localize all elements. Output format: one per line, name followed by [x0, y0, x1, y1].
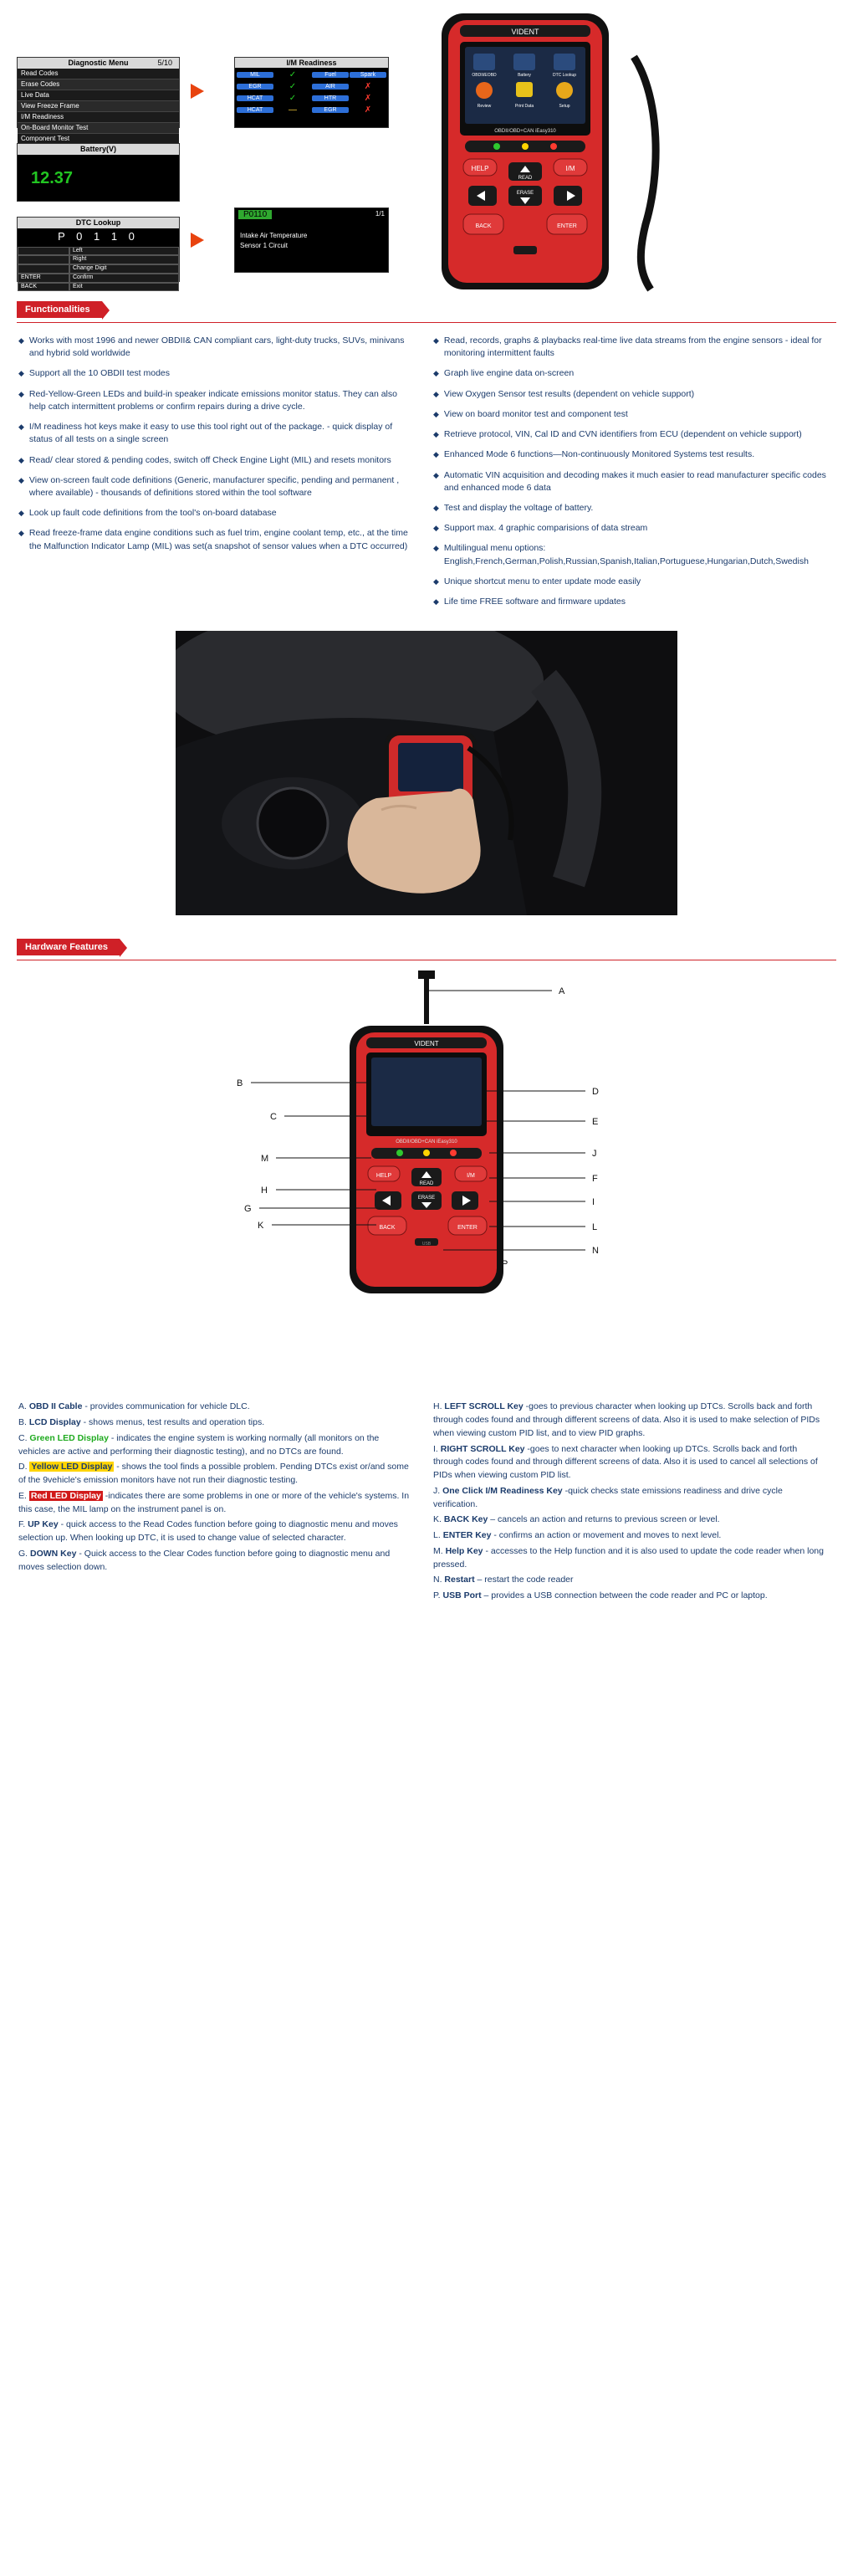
legend-item	[18, 1518, 411, 1545]
legend-term: ENTER Key	[442, 1530, 492, 1541]
bullet-icon: ◆	[433, 524, 439, 533]
menu-item: Live Data	[18, 90, 179, 101]
legend-desc: – cancels an action and returns to previous screen or level.	[490, 1514, 720, 1525]
battery-value: 12.37	[31, 169, 74, 188]
legend-key: P.	[433, 1590, 441, 1601]
feature-text: Read/ clear stored & pending codes, switch off Check Engine Light (MIL) and resets monitors	[28, 454, 391, 465]
legend-item	[18, 1548, 411, 1575]
diagnostic-menu-screen	[17, 57, 180, 143]
diagnostic-menu-title	[18, 58, 179, 69]
im-cell-label: HCAT	[237, 95, 273, 101]
legend-term-green: Green LED Display	[29, 1432, 109, 1443]
functionalities-right-column	[433, 335, 826, 616]
im-readiness-screen	[234, 57, 389, 128]
bullet-icon: ◆	[433, 544, 439, 553]
pid-code: P0110	[238, 210, 272, 219]
im-status-ok-icon: ✓	[289, 82, 297, 91]
legend-item	[433, 1545, 826, 1572]
svg-text:I: I	[592, 1197, 595, 1208]
legend-term: Restart	[444, 1575, 475, 1585]
svg-text:D: D	[592, 1087, 599, 1098]
svg-text:P: P	[502, 1259, 508, 1270]
battery-title: Battery(V)	[18, 144, 179, 155]
feature-text: View on board monitor test and component test	[443, 408, 628, 419]
svg-text:C: C	[270, 1112, 277, 1123]
scanner-device-photo	[410, 7, 669, 295]
legend-key: M.	[433, 1545, 443, 1556]
feature-item	[18, 335, 411, 360]
pid-line: Sensor 1 Circuit	[240, 242, 288, 249]
dtc-key	[18, 247, 69, 256]
dtc-key: BACK	[18, 283, 69, 292]
pid-page-indicator: 1/1	[375, 210, 385, 218]
svg-text:G: G	[244, 1204, 252, 1215]
im-status-fail-icon: ✗	[364, 82, 372, 91]
svg-text:Review: Review	[477, 104, 492, 109]
svg-text:ENTER: ENTER	[457, 1225, 478, 1232]
pid-line: Intake Air Temperature	[240, 232, 308, 239]
im-status-ok-icon: ✓	[289, 70, 297, 79]
legend-key: F.	[18, 1519, 26, 1530]
im-cell-label: EGR	[312, 107, 349, 113]
legend-term: OBD II Cable	[28, 1401, 83, 1412]
bullet-icon: ◆	[433, 503, 439, 512]
im-cell-label: AIR	[312, 84, 349, 90]
svg-text:Print Data: Print Data	[514, 104, 534, 109]
legend-desc: – provides a USB connection between the code reader and PC or laptop.	[483, 1590, 768, 1601]
legend-term: One Click I/M Readiness Key	[442, 1485, 563, 1496]
legend-key: I.	[433, 1443, 438, 1454]
im-cell-label: Fuel	[312, 72, 349, 78]
im-status-ok-icon: ✓	[289, 94, 297, 103]
functionalities-list	[0, 323, 853, 616]
legend-right-column	[433, 1401, 826, 1606]
legend-desc: – restart the code reader	[477, 1575, 574, 1585]
svg-text:B: B	[237, 1078, 243, 1089]
svg-text:Setup: Setup	[559, 104, 570, 109]
bullet-icon: ◆	[433, 597, 439, 607]
im-cell-label: HTR	[312, 95, 349, 101]
legend-term: LEFT SCROLL Key	[444, 1401, 524, 1412]
legend-desc: - quick access to the Read Codes function before going to diagnostic menu and moves selection up. When looking up DTC, it is used to change value of selected character.	[18, 1519, 398, 1544]
hardware-diagram	[0, 965, 853, 1392]
bullet-icon: ◆	[18, 423, 24, 432]
legend-key: J.	[433, 1485, 441, 1496]
feature-text: I/M readiness hot keys make it easy to use this tool right out of the package. - quick display of status of all tests on a single screen	[28, 422, 393, 445]
legend-item	[433, 1574, 826, 1587]
section-title: Functionalities	[17, 301, 102, 318]
legend-left-column	[18, 1401, 411, 1606]
svg-text:OBDII/EOBD: OBDII/EOBD	[472, 73, 497, 78]
feature-item	[433, 388, 826, 401]
feature-text: Red-Yellow-Green LEDs and build-in speaker indicate emissions monitor status. They can also help catch intermittent problems or confirm repairs during a drive cycle.	[28, 388, 397, 412]
feature-text: View on-screen fault code definitions (Generic, manufacturer specific, pending and permanent , where available) - thousands of definitions stored within the tool software	[28, 474, 400, 498]
dtc-key-help	[18, 247, 179, 292]
feature-item	[433, 502, 826, 515]
feature-text: View Oxygen Sensor test results (dependent on vehicle support)	[443, 388, 695, 399]
svg-text:I/M: I/M	[467, 1173, 475, 1180]
legend-term: LCD Display	[28, 1417, 81, 1428]
feature-text: Read, records, graphs & playbacks real-time live data streams from the engine sensors - ideal for monitoring intermittent faults	[443, 335, 822, 359]
dtc-key-desc: Right	[69, 255, 179, 264]
bullet-icon: ◆	[433, 450, 439, 459]
dtc-key	[18, 264, 69, 274]
legend-item	[18, 1461, 411, 1488]
legend-key: H.	[433, 1401, 442, 1412]
legend-term: BACK Key	[443, 1514, 488, 1525]
legend-key: B.	[18, 1417, 27, 1428]
feature-item	[433, 522, 826, 535]
dtc-lookup-title: DTC Lookup	[18, 218, 179, 228]
in-car-usage-photo	[176, 631, 677, 915]
legend-key: D.	[18, 1462, 28, 1472]
svg-text:HELP: HELP	[471, 165, 489, 172]
svg-text:K: K	[258, 1221, 264, 1232]
hardware-legend	[0, 1392, 853, 1631]
svg-text:VIDENT: VIDENT	[414, 1040, 439, 1048]
legend-term: UP Key	[28, 1519, 59, 1530]
feature-item	[18, 421, 411, 446]
functionalities-left-column	[18, 335, 411, 616]
feature-item	[18, 474, 411, 499]
dtc-key: ENTER	[18, 274, 69, 283]
feature-text: Graph live engine data on-screen	[443, 368, 575, 379]
feature-text: Unique shortcut menu to enter update mode easily	[443, 576, 641, 586]
bullet-icon: ◆	[18, 455, 24, 464]
feature-item	[18, 527, 411, 552]
feature-text: Support all the 10 OBDII test modes	[28, 368, 171, 379]
im-cell-label: EGR	[237, 84, 273, 90]
legend-desc: -quick checks state emissions readiness and drive cycle verification.	[433, 1485, 783, 1509]
diagnostic-menu-count: 5/10	[157, 59, 172, 67]
bullet-icon: ◆	[18, 389, 24, 398]
svg-text:Battery: Battery	[518, 73, 531, 78]
feature-item	[433, 596, 826, 608]
bullet-icon: ◆	[433, 470, 439, 479]
menu-item: I/M Readiness	[18, 112, 179, 123]
feature-text: Automatic VIN acquisition and decoding makes it much easier to read manufacturer specific codes and enhanced mode 6 data	[443, 469, 826, 493]
menu-item: On-Board Monitor Test	[18, 123, 179, 134]
feature-text: Enhanced Mode 6 functions—Non-continuously Monitored Systems test results.	[443, 449, 755, 460]
legend-item	[18, 1401, 411, 1414]
legend-desc: -goes to next character when looking up DTCs. Scrolls back and forth through codes found and through different screens of data. Also it is used to cancel all selections of PIDs when viewing custom PID list.	[433, 1443, 818, 1481]
legend-term: USB Port	[442, 1590, 482, 1601]
section-title: Hardware Features	[17, 939, 120, 955]
feature-text: Multilingual menu options: English,French,German,Polish,Russian,Spanish,Italian,Portuguese,Hungarian,Dutch,Swedish	[443, 543, 809, 566]
svg-text:READ: READ	[419, 1181, 434, 1187]
legend-key: K.	[433, 1514, 442, 1525]
svg-text:BACK: BACK	[475, 223, 492, 229]
legend-item	[18, 1432, 411, 1459]
legend-item	[433, 1485, 826, 1512]
legend-term-red: Red LED Display	[30, 1490, 101, 1501]
legend-term: Help Key	[445, 1545, 483, 1556]
svg-text:I/M: I/M	[565, 165, 575, 172]
feature-item	[433, 428, 826, 441]
bullet-icon: ◆	[18, 509, 24, 518]
legend-item	[433, 1513, 826, 1527]
im-readiness-grid	[235, 68, 388, 117]
svg-text:ERASE: ERASE	[516, 191, 534, 196]
svg-text:F: F	[592, 1174, 598, 1185]
feature-item	[433, 335, 826, 360]
bullet-icon: ◆	[18, 475, 24, 484]
feature-item	[18, 454, 411, 467]
feature-text: Works with most 1996 and newer OBDII& CAN compliant cars, light-duty trucks, SUVs, minivans and hybrid sold worldwide	[28, 335, 405, 359]
im-cell-label: Spark	[350, 72, 386, 78]
svg-text:N: N	[592, 1246, 599, 1257]
legend-desc: -indicates there are some problems in one or more of the vehicle's systems. In this case, the MIL lamp on the instrument panel is on.	[18, 1490, 410, 1514]
im-status-na-icon: —	[289, 105, 297, 115]
legend-item	[433, 1590, 826, 1603]
legend-key: E.	[18, 1490, 27, 1501]
legend-key: L.	[433, 1530, 441, 1541]
legend-desc: - provides communication for vehicle DLC.	[84, 1401, 250, 1412]
svg-text:H: H	[261, 1186, 268, 1196]
legend-desc: -goes to previous character when looking up DTCs. Scrolls back and forth through codes found and through different screens of data. Also it is used to make selection of PIDs when viewing custom PID list, and to view PID graphs.	[433, 1401, 820, 1438]
bullet-icon: ◆	[18, 369, 24, 378]
diagnostic-menu-list	[18, 69, 179, 145]
bullet-icon: ◆	[18, 336, 24, 345]
legend-key: C.	[18, 1432, 28, 1443]
feature-text: Read freeze-frame data engine conditions such as fuel trim, engine coolant temp, etc., at the time the Malfunction Indicator Lamp (MIL) was set(a snapshot of sensor values when a DTC occurred)	[28, 528, 408, 551]
legend-desc: - confirms an action or movement and moves to next level.	[493, 1530, 722, 1541]
diagnostic-menu-title-text: Diagnostic Menu	[68, 59, 129, 67]
feature-item	[433, 542, 826, 567]
dtc-key-desc: Confirm	[69, 274, 179, 283]
svg-text:ERASE: ERASE	[417, 1196, 436, 1201]
im-cell-label: MIL	[237, 72, 273, 78]
svg-text:M: M	[261, 1154, 269, 1165]
feature-text: Look up fault code definitions from the tool's on-board database	[28, 508, 277, 519]
legend-item	[433, 1443, 826, 1483]
feature-item	[18, 367, 411, 380]
feature-text: Test and display the voltage of battery.	[443, 502, 594, 513]
svg-text:USB: USB	[421, 1242, 432, 1247]
feature-item	[18, 388, 411, 413]
dtc-lookup-screen	[17, 217, 180, 289]
menu-item: Erase Codes	[18, 79, 179, 90]
im-status-fail-icon: ✗	[364, 94, 372, 103]
bullet-icon: ◆	[433, 430, 439, 439]
feature-item	[433, 469, 826, 494]
dtc-key-desc: Change Digit	[69, 264, 179, 274]
legend-key: N.	[433, 1575, 442, 1585]
legend-term-yellow: Yellow LED Display	[31, 1462, 113, 1472]
legend-key: A.	[18, 1401, 27, 1412]
svg-text:DTC Lookup: DTC Lookup	[552, 73, 577, 78]
feature-text: Retrieve protocol, VIN, Cal ID and CVN identifiers from ECU (dependent on vehicle support)	[443, 429, 802, 440]
bullet-icon: ◆	[433, 369, 439, 378]
dtc-definition-screen	[234, 207, 389, 273]
feature-item	[18, 507, 411, 520]
functionalities-header	[17, 301, 836, 323]
im-cell-label: HCAT	[237, 107, 273, 113]
legend-item	[433, 1529, 826, 1543]
svg-text:A: A	[559, 986, 565, 997]
legend-item	[433, 1401, 826, 1440]
bullet-icon: ◆	[433, 336, 439, 345]
bullet-icon: ◆	[433, 576, 439, 586]
menu-item: Component Test	[18, 134, 179, 145]
flow-arrow-icon	[191, 233, 204, 248]
dtc-code: P 0 1 1 0	[58, 230, 139, 243]
feature-text: Support max. 4 graphic comparisions of data stream	[443, 523, 648, 534]
legend-term: RIGHT SCROLL Key	[440, 1443, 525, 1454]
legend-desc: - indicates the engine system is working normally (all monitors on the vehicles are active and performing their diagnostic testing), and no DTCs are found.	[18, 1432, 380, 1457]
hardware-features-header	[17, 939, 836, 960]
bullet-icon: ◆	[18, 529, 24, 538]
feature-item	[433, 576, 826, 588]
dtc-key-desc: Exit	[69, 283, 179, 292]
svg-text:VIDENT: VIDENT	[511, 28, 539, 36]
bullet-icon: ◆	[433, 389, 439, 398]
feature-item	[433, 408, 826, 421]
bullet-icon: ◆	[433, 409, 439, 418]
top-screens-section	[0, 0, 853, 301]
flow-arrow-icon	[191, 84, 204, 99]
menu-item: Read Codes	[18, 69, 179, 79]
battery-screen	[17, 143, 180, 202]
svg-text:READ: READ	[518, 176, 533, 181]
svg-text:OBDII/OBD+CAN iEasy310: OBDII/OBD+CAN iEasy310	[494, 129, 556, 134]
dtc-key-desc: Left	[69, 247, 179, 256]
svg-text:E: E	[592, 1117, 599, 1128]
dtc-key	[18, 255, 69, 264]
svg-text:L: L	[592, 1222, 598, 1233]
svg-text:BACK: BACK	[379, 1225, 396, 1232]
legend-desc: - shows the tool finds a possible problem. Pending DTCs exist or/and some of the 9vehicle's emission monitors have not run their diagnostic testing.	[18, 1462, 409, 1486]
legend-desc: - Quick access to the Clear Codes function before going to diagnostic menu and moves selection down.	[18, 1548, 391, 1572]
section-rule	[17, 322, 836, 323]
svg-text:OBDII/OBD+CAN iEasy310: OBDII/OBD+CAN iEasy310	[396, 1139, 457, 1145]
legend-desc: - accesses to the Help function and it is also used to update the code reader when long pressed.	[433, 1545, 824, 1570]
legend-item	[18, 1490, 411, 1517]
legend-key: G.	[18, 1548, 28, 1559]
legend-term: DOWN Key	[30, 1548, 77, 1559]
legend-desc: - shows menus, test results and operation tips.	[83, 1417, 265, 1428]
legend-item	[18, 1416, 411, 1430]
feature-item	[433, 448, 826, 461]
im-status-fail-icon: ✗	[364, 105, 372, 115]
svg-text:ENTER: ENTER	[557, 223, 577, 229]
svg-text:HELP: HELP	[375, 1173, 392, 1180]
feature-text: Life time FREE software and firmware updates	[443, 597, 626, 607]
svg-text:J: J	[592, 1149, 597, 1160]
im-readiness-title: I/M Readiness	[235, 58, 388, 68]
feature-item	[433, 367, 826, 380]
screens-column	[17, 57, 217, 289]
menu-item: View Freeze Frame	[18, 101, 179, 112]
